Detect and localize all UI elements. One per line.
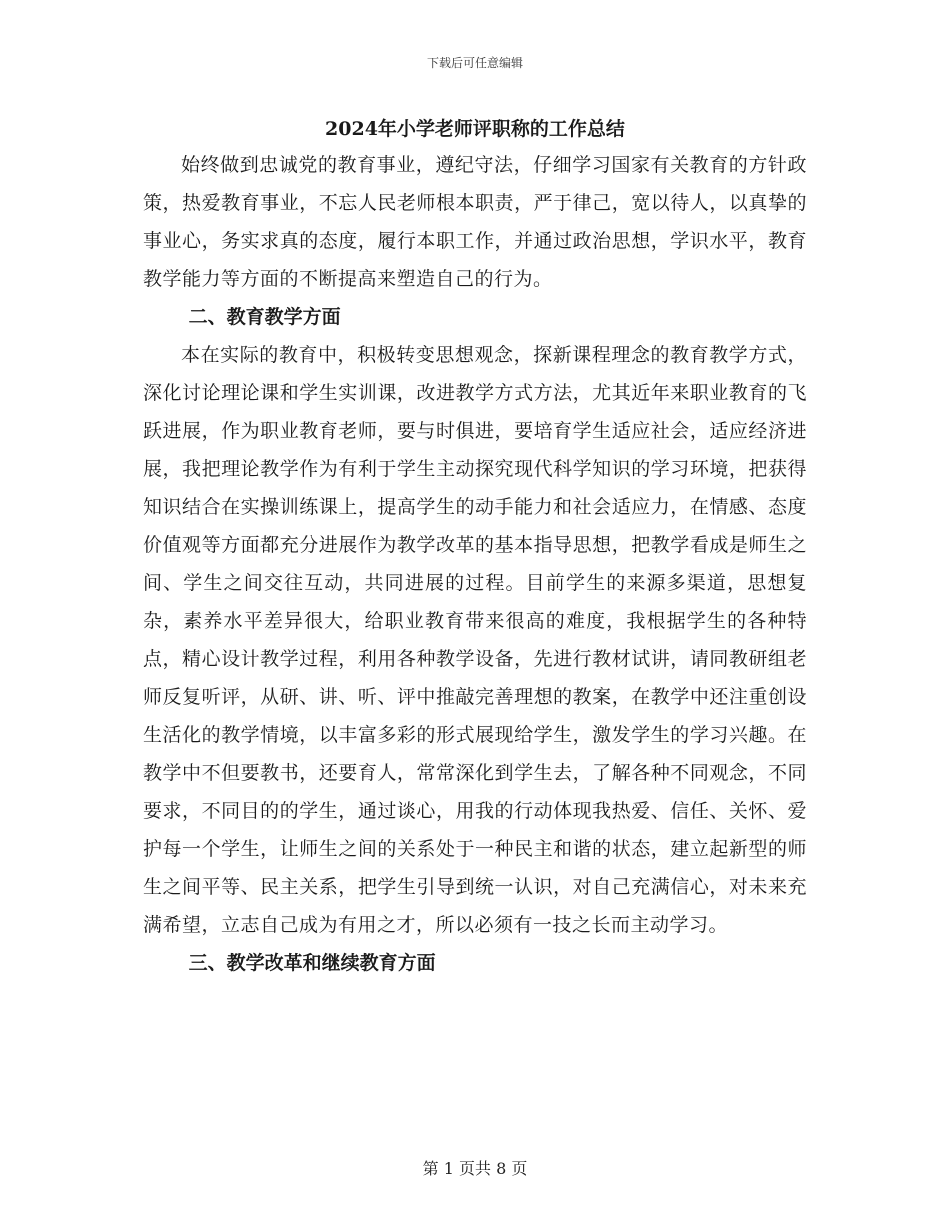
section-heading-teaching: 二、教育教学方面 [188, 306, 341, 328]
document-title: 2024年小学老师评职称的工作总结 [325, 118, 625, 140]
page-header-note: 下载后可任意编辑 [426, 56, 523, 70]
document-body [143, 112, 807, 982]
paragraph-teaching: 本在实际的教育中，积极转变思想观念，探新课程理念的教育教学方式，深化讨论理论课和学生实训课，改进教学方式方法，尤其近年来职业教育的飞跃进展，作为职业教育老师，要与时俱进，要培育学生适应社会，适应经济进展，我把理论教学作为有利于学生主动探究现代科学知识的学习环境，把获得知识结合在实操训练课上，提高学生的动手能力和社会适应力，在情感、态度价值观等方面都充分进展作为教学改革的基本指导思想，把教学看成是师生之间、学生之间交往互动，共同进展的过程。目前学生的来源多渠道，思想复杂，素养水平差异很大，给职业教育带来很高的难度，我根据学生的各种特点，精心设计教学过程，利用各种教学设备，先进行教材试讲，请同教研组老师反复听评，从研、讲、听、评中推敲完善理想的教案，在教学中还注重创设生活化的教学情境，以丰富多彩的形式展现给学生，激发学生的学习兴趣。在教学中不但要教书，还要育人，常常深化到学生去，了解各种不同观念，不同要求，不同目的的学生，通过谈心，用我的行动体现我热爱、信任、关怀、爱护每一个学生，让师生之间的关系处于一种民主和谐的状态，建立起新型的师生之间平等、民主关系，把学生引导到统一认识，对自己充满信心，对未来充满希望，立志自己成为有用之才，所以必须有一技之长而主动学习。 [143, 344, 807, 936]
page-number: 第 1 页共 8 页 [422, 1159, 528, 1178]
paragraph-intro: 始终做到忠诚党的教育事业，遵纪守法，仔细学习国家有关教育的方针政策，热爱教育事业，不忘人民老师根本职责，严于律己，宽以待人，以真挚的事业心，务实求真的态度，履行本职工作，并通过政治思想，学识水平，教育教学能力等方面的不断提高来塑造自己的行为。 [143, 154, 807, 290]
section-heading-reform: 三、教学改革和继续教育方面 [188, 952, 436, 974]
